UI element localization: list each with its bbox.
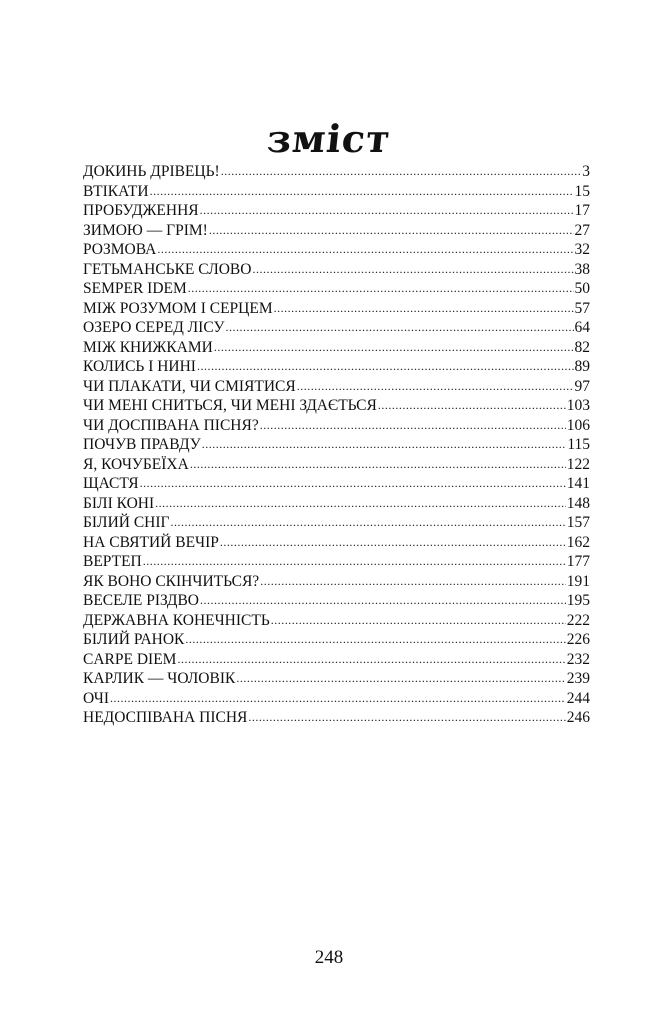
toc-entry	[83, 416, 590, 436]
toc-entry	[83, 689, 590, 709]
toc-dot-leader	[274, 299, 574, 319]
toc-entry	[83, 435, 590, 455]
toc-entry-page: 246	[566, 709, 590, 726]
page-title: зміст	[264, 116, 394, 162]
toc-entry-page: 226	[566, 631, 590, 648]
toc-dot-leader	[252, 260, 573, 280]
toc-entry-title: ДОКИНЬ ДРІВЕЦЬ!	[83, 163, 220, 180]
toc-dot-leader	[157, 240, 573, 260]
toc-entry-title: БІЛІ КОНІ	[83, 494, 155, 512]
toc-entry	[83, 201, 590, 221]
toc-dot-leader	[248, 708, 565, 728]
toc-entry	[83, 396, 590, 416]
toc-dot-leader	[200, 201, 574, 221]
toc-entry-page: 115	[567, 436, 590, 453]
toc-dot-leader	[190, 455, 566, 475]
toc-entry-title: ЧИ ПЛАКАТИ, ЧИ СМІЯТИСЯ	[83, 377, 296, 395]
toc-entry	[83, 513, 590, 533]
toc-dot-leader	[150, 182, 574, 202]
toc-entry-page: 195	[566, 592, 590, 609]
toc-entry-page: 103	[566, 397, 590, 414]
toc-entry-title: CARPE DIEM	[83, 650, 177, 668]
toc-entry-title: Я, КОЧУБЕЇХА	[83, 455, 189, 473]
toc-entry	[83, 318, 590, 338]
toc-entry-page: 64	[574, 319, 590, 336]
toc-entry-title: БІЛИЙ РАНОК	[83, 631, 185, 648]
toc-entry	[83, 552, 590, 572]
toc-entry-page: 32	[574, 241, 590, 258]
toc-dot-leader	[297, 377, 574, 397]
toc-entry-page: 89	[574, 358, 590, 375]
toc-entry-page: 141	[566, 475, 590, 492]
toc-entry-page: 162	[566, 533, 590, 551]
toc-entry	[83, 338, 590, 358]
toc-entry-title: НЕДОСПІВАНА ПІСНЯ	[83, 709, 248, 726]
toc-entry-title: ВЕСЕЛЕ РІЗДВО	[83, 592, 199, 609]
toc-dot-leader	[140, 474, 566, 494]
toc-dot-leader	[185, 630, 565, 650]
toc-entry	[83, 377, 590, 397]
toc-entry-title: ОЧІ	[83, 689, 110, 707]
toc-dot-leader	[220, 533, 566, 553]
toc-entry-title: ЯК ВОНО СКІНЧИТЬСЯ?	[83, 572, 260, 590]
toc-entry-title: ДЕРЖАВНА КОНЕЧНІСТЬ	[83, 611, 270, 629]
toc-entry-page: 50	[574, 280, 590, 297]
toc-entry-page: 38	[574, 260, 590, 278]
toc-entry	[83, 240, 590, 260]
toc-entry-title: ОЗЕРО СЕРЕД ЛІСУ	[83, 319, 225, 336]
toc-entry-page: 244	[566, 689, 590, 707]
toc-entry-title: ГЕТЬМАНСЬКЕ СЛОВО	[83, 260, 252, 278]
toc-entry	[83, 357, 590, 377]
toc-entry	[83, 299, 590, 319]
toc-entry-title: ПОЧУВ ПРАВДУ	[83, 436, 201, 453]
toc-dot-leader	[378, 396, 566, 416]
toc-entry	[83, 533, 590, 553]
toc-dot-leader	[271, 611, 566, 631]
toc-entry-title: ВЕРТЕП	[83, 553, 142, 570]
toc-entry-title: ЩАСТЯ	[83, 475, 139, 492]
toc-entry	[83, 182, 590, 202]
toc-entry-page: 232	[566, 650, 590, 668]
toc-entry	[83, 630, 590, 650]
toc-entry	[83, 591, 590, 611]
toc-entry-title: КАРЛИК — ЧОЛОВІК	[83, 670, 236, 687]
toc-dot-leader	[202, 435, 567, 455]
toc-dot-leader	[225, 318, 573, 338]
toc-dot-leader	[214, 338, 574, 358]
toc-dot-leader	[236, 669, 565, 689]
toc-dot-leader	[177, 650, 565, 670]
toc-entry-title: ЧИ МЕНІ СНИТЬСЯ, ЧИ МЕНІ ЗДАЄТЬСЯ	[83, 397, 377, 414]
toc-entry-title: КОЛИСЬ І НИНІ	[83, 358, 196, 375]
toc-entry-title: РОЗМОВА	[83, 241, 157, 258]
toc-entry	[83, 494, 590, 514]
toc-dot-leader	[110, 689, 566, 709]
toc-entry-page: 97	[574, 377, 590, 395]
toc-entry-title: МІЖ КНИЖКАМИ	[83, 338, 213, 356]
toc-dot-leader	[171, 513, 566, 533]
toc-entry	[83, 611, 590, 631]
toc-entry-title: БІЛИЙ СНІГ	[83, 514, 170, 531]
toc-entry	[83, 650, 590, 670]
toc-entry	[83, 455, 590, 475]
toc-entry-title: ЧИ ДОСПІВАНА ПІСНЯ?	[83, 416, 259, 434]
toc-entry	[83, 669, 590, 689]
toc-dot-leader	[188, 279, 574, 299]
toc-dot-leader	[143, 552, 566, 572]
page-number: 248	[314, 947, 344, 968]
toc-dot-leader	[197, 357, 574, 377]
toc-entry-page: 191	[566, 572, 590, 590]
toc-entry-page: 82	[574, 338, 590, 356]
toc-entry-page: 106	[566, 416, 590, 434]
toc-entry	[83, 572, 590, 592]
toc-entry	[83, 260, 590, 280]
toc-dot-leader	[155, 494, 566, 514]
toc-entry-page: 239	[566, 670, 590, 687]
toc-entry	[83, 279, 590, 299]
toc-entry-page: 122	[566, 455, 590, 473]
toc-entry-title: НА СВЯТИЙ ВЕЧІР	[83, 533, 219, 551]
toc-entry-page: 177	[566, 553, 590, 570]
toc-entry	[83, 708, 590, 728]
toc-dot-leader	[260, 572, 566, 592]
toc-entry-page: 157	[566, 514, 590, 531]
toc-entry-page: 27	[574, 221, 590, 239]
toc-entry-title: ВТІКАТИ	[83, 182, 149, 200]
toc-entry-page: 15	[574, 182, 590, 200]
toc-entry-page: 17	[574, 202, 590, 219]
toc-dot-leader	[260, 416, 566, 436]
toc-entry-title: ПРОБУДЖЕННЯ	[83, 202, 199, 219]
toc-entry-page: 222	[566, 611, 590, 629]
toc-entry-title: МІЖ РОЗУМОМ І СЕРЦЕМ	[83, 299, 273, 317]
toc-dot-leader	[200, 591, 566, 611]
toc-entry-page: 3	[582, 163, 590, 180]
toc-dot-leader	[221, 162, 582, 182]
toc-entry-title: ЗИМОЮ — ГРІМ!	[83, 221, 208, 239]
toc-entry-page: 57	[574, 299, 590, 317]
toc-entry	[83, 474, 590, 494]
toc-entry-page: 148	[566, 494, 590, 512]
toc-entry-title: SEMPER IDEM	[83, 280, 187, 297]
toc-dot-leader	[209, 221, 574, 241]
table-of-contents	[83, 162, 590, 728]
toc-entry	[83, 221, 590, 241]
toc-entry	[83, 162, 590, 182]
